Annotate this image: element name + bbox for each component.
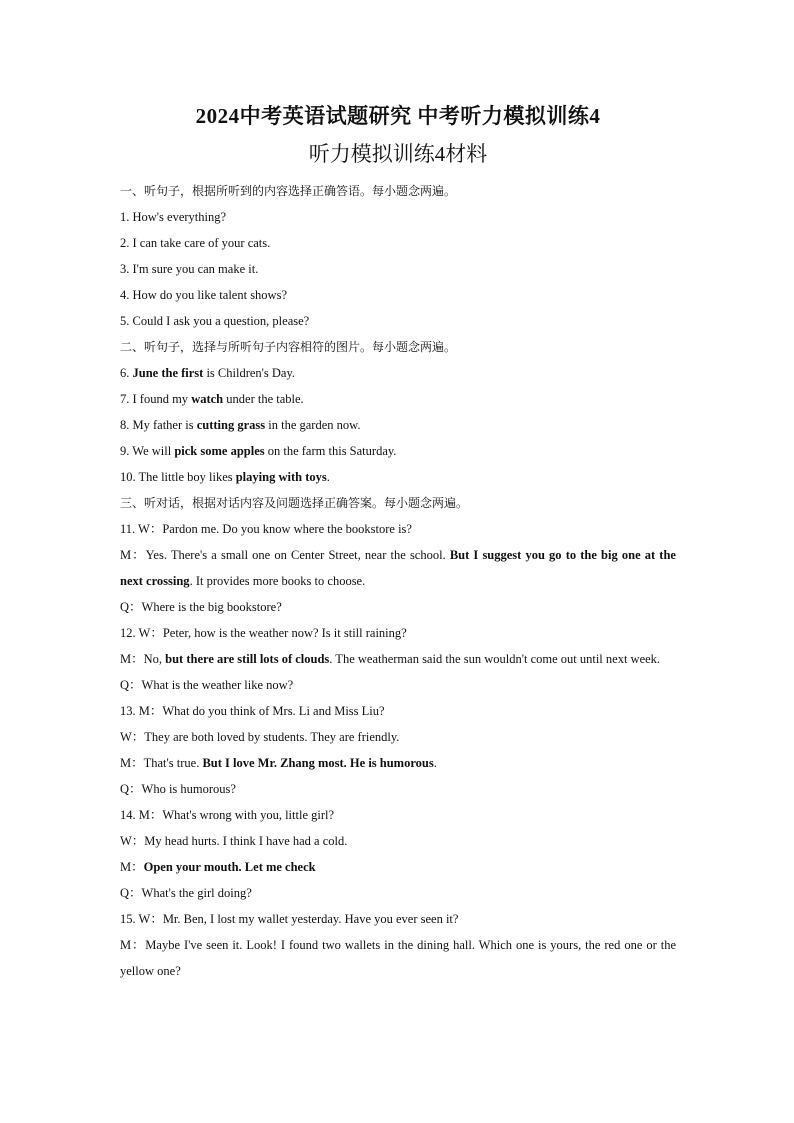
document-page (120, 100, 676, 984)
keyword: June the first (132, 366, 204, 380)
question-1: 1. How's everything? (120, 210, 227, 224)
question-3: 3. I'm sure you can make it. (120, 262, 259, 276)
document-subtitle: 听力模拟训练4材料 (308, 142, 488, 166)
dialogue-14-woman: W：My head hurts. I think I have had a cold. (120, 834, 348, 848)
question-9: 9. We will pick some apples on the farm this Saturday. (120, 444, 397, 458)
section-heading-2: 二、听句子，选择与所听句子内容相符的图片。每小题念两遍。 (120, 340, 457, 354)
dialogue-12-man: M：No, but there are still lots of clouds. The weatherman said the sun wouldn't come out until next week. (120, 652, 661, 666)
dialogue-14-man: 14. M：What's wrong with you, little girl? (120, 808, 335, 822)
question-2: 2. I can take care of your cats. (120, 236, 271, 250)
dialogue-13-man-reply: M：That's true. But I love Mr. Zhang most. He is humorous. (120, 756, 437, 770)
document-title: 2024中考英语试题研究 中考听力模拟训练4 (195, 104, 601, 128)
dialogue-11-man: M：Yes. There's a small one on Center Street, near the school. But I suggest you go to the big one at the next crossing. It provides more books to choose. (120, 548, 676, 588)
dialogue-11-woman: 11. W：Pardon me. Do you know where the bookstore is? (120, 522, 412, 536)
dialogue-13-woman: W：They are both loved by students. They are friendly. (120, 730, 400, 744)
dialogue-13-question: Q：Who is humorous? (120, 782, 236, 796)
keyword: pick some apples (174, 444, 265, 458)
dialogue-12-woman: 12. W：Peter, how is the weather now? Is it still raining? (120, 626, 407, 640)
keyword: watch (191, 392, 224, 406)
keyword: But I love Mr. Zhang most. He is humorous (202, 756, 434, 770)
keyword: Open your mouth. Let me check (143, 860, 316, 874)
dialogue-14-question: Q：What's the girl doing? (120, 886, 252, 900)
section-heading-1: 一、听句子，根据所听到的内容选择正确答语。每小题念两遍。 (120, 184, 457, 198)
question-10: 10. The little boy likes playing with toys. (120, 470, 330, 484)
dialogue-11-question: Q：Where is the big bookstore? (120, 600, 282, 614)
section-heading-3: 三、听对话，根据对话内容及问题选择正确答案。每小题念两遍。 (120, 496, 469, 510)
question-4: 4. How do you like talent shows? (120, 288, 287, 302)
dialogue-15-man: M：Maybe I've seen it. Look! I found two wallets in the dining hall. Which one is yours, the red one or the yellow one? (120, 938, 676, 978)
question-5: 5. Could I ask you a question, please? (120, 314, 310, 328)
keyword: cutting grass (196, 418, 266, 432)
dialogue-12-question: Q：What is the weather like now? (120, 678, 294, 692)
keyword: but there are still lots of clouds (165, 652, 330, 666)
dialogue-13-man: 13. M：What do you think of Mrs. Li and Miss Liu? (120, 704, 385, 718)
keyword: But I suggest you go to the big one at the next crossing (120, 548, 676, 588)
question-6: 6. June the first is Children's Day. (120, 366, 296, 380)
dialogue-15-woman: 15. W：Mr. Ben, I lost my wallet yesterday. Have you ever seen it? (120, 912, 459, 926)
keyword: playing with toys (235, 470, 327, 484)
question-8: 8. My father is cutting grass in the garden now. (120, 418, 361, 432)
dialogue-14-man-reply: M：Open your mouth. Let me check (120, 860, 316, 874)
question-7: 7. I found my watch under the table. (120, 392, 304, 406)
